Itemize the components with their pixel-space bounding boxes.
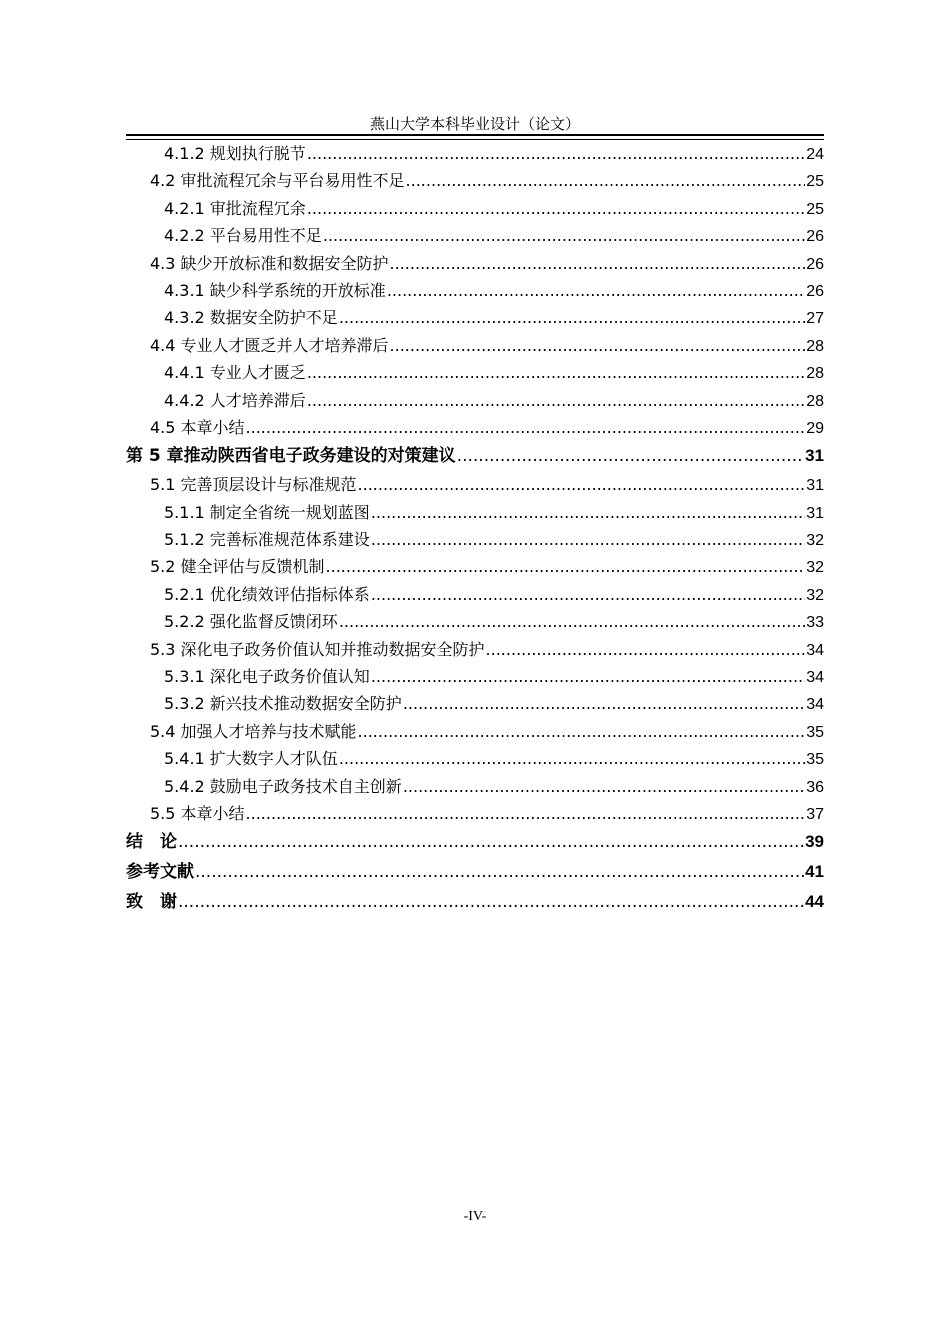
toc-entry-page: 35 [806, 751, 824, 769]
toc-dot-leader [339, 745, 805, 772]
toc-entry-title: 结 论 [126, 832, 177, 853]
toc-dot-leader [323, 222, 805, 249]
toc-dot-leader [195, 857, 804, 887]
toc-dot-leader [457, 441, 804, 471]
toc-entry-page: 28 [806, 337, 824, 355]
toc-entry-page: 32 [806, 559, 824, 577]
toc-entry[interactable] [126, 499, 824, 526]
toc-entry[interactable] [126, 773, 824, 800]
toc-entry-title: 5.3.2 新兴技术推动数据安全防护 [164, 694, 402, 714]
toc-entry[interactable] [126, 745, 824, 772]
toc-entry-page: 34 [806, 641, 824, 659]
toc-entry-page: 37 [806, 805, 824, 823]
toc-entry-title: 5.3 深化电子政务价值认知并推动数据安全防护 [150, 639, 485, 659]
toc-dot-leader [326, 553, 806, 580]
toc-entry-title: 5.4.1 扩大数字人才队伍 [164, 749, 338, 769]
toc-dot-leader [339, 304, 805, 331]
toc-entry-page: 28 [806, 392, 824, 410]
toc-entry-page: 39 [805, 832, 824, 852]
toc-entry-page: 26 [806, 255, 824, 273]
toc-dot-leader [178, 887, 804, 917]
toc-entry-page: 44 [805, 892, 824, 912]
toc-dot-leader [246, 800, 806, 827]
toc-dot-leader [403, 690, 805, 717]
toc-dot-leader [358, 471, 806, 498]
toc-entry-page: 25 [806, 173, 824, 191]
toc-entry-title: 5.4 加强人才培养与技术赋能 [150, 721, 357, 741]
toc-entry-page: 33 [806, 614, 824, 632]
toc-entry-page: 34 [806, 696, 824, 714]
toc-entry-page: 31 [806, 504, 824, 522]
toc-dot-leader [403, 773, 805, 800]
toc-entry[interactable] [126, 441, 824, 471]
toc-dot-leader [486, 636, 806, 663]
toc-entry-title: 5.2.2 强化监督反馈闭环 [164, 612, 338, 632]
toc-entry-page: 31 [806, 477, 824, 495]
toc-dot-leader [371, 581, 805, 608]
toc-dot-leader [307, 359, 805, 386]
toc-entry[interactable] [126, 222, 824, 249]
toc-entry[interactable] [126, 250, 824, 277]
toc-entry-title: 4.2.1 审批流程冗余 [164, 198, 306, 218]
toc-entry-page: 34 [806, 669, 824, 687]
toc-entry[interactable] [126, 359, 824, 386]
table-of-contents [126, 140, 824, 917]
toc-dot-leader [358, 718, 806, 745]
header-thick-rule [126, 134, 824, 136]
toc-dot-leader [406, 167, 806, 194]
toc-entry[interactable] [126, 827, 824, 857]
toc-entry-title: 4.3 缺少开放标准和数据安全防护 [150, 253, 389, 273]
toc-entry-title: 4.4.2 人才培养滞后 [164, 390, 306, 410]
toc-entry-page: 32 [806, 532, 824, 550]
toc-entry-page: 27 [806, 310, 824, 328]
toc-entry[interactable] [126, 581, 824, 608]
toc-entry-title: 4.2.2 平台易用性不足 [164, 226, 322, 246]
toc-entry-title: 5.5 本章小结 [150, 803, 245, 823]
toc-dot-leader [339, 608, 805, 635]
toc-entry-page: 28 [806, 365, 824, 383]
toc-entry-title: 参考文献 [126, 862, 194, 883]
toc-entry-page: 32 [806, 586, 824, 604]
toc-dot-leader [390, 332, 806, 359]
toc-entry-page: 35 [806, 723, 824, 741]
toc-dot-leader [371, 526, 805, 553]
toc-entry[interactable] [126, 277, 824, 304]
toc-entry[interactable] [126, 690, 824, 717]
toc-entry[interactable] [126, 304, 824, 331]
toc-entry-page: 31 [805, 446, 824, 466]
toc-entry[interactable] [126, 195, 824, 222]
toc-entry[interactable] [126, 553, 824, 580]
toc-entry[interactable] [126, 608, 824, 635]
toc-entry[interactable] [126, 332, 824, 359]
toc-entry[interactable] [126, 718, 824, 745]
toc-entry-title: 4.5 本章小结 [150, 417, 245, 437]
running-header-title: 燕山大学本科毕业设计（论文） [369, 115, 580, 133]
toc-entry[interactable] [126, 663, 824, 690]
toc-entry-title: 5.2.1 优化绩效评估指标体系 [164, 584, 370, 604]
toc-entry-title: 5.4.2 鼓励电子政务技术自主创新 [164, 776, 402, 796]
toc-dot-leader [307, 387, 805, 414]
toc-entry-title: 5.2 健全评估与反馈机制 [150, 557, 325, 577]
toc-entry[interactable] [126, 857, 824, 887]
toc-entry-title: 第 5 章推动陕西省电子政务建设的对策建议 [126, 446, 456, 467]
toc-entry[interactable] [126, 414, 824, 441]
toc-entry-title: 5.1.2 完善标准规范体系建设 [164, 530, 370, 550]
toc-entry-title: 5.3.1 深化电子政务价值认知 [164, 667, 370, 687]
toc-entry-page: 26 [806, 228, 824, 246]
toc-dot-leader [371, 499, 805, 526]
toc-entry[interactable] [126, 167, 824, 194]
toc-entry-title: 4.3.2 数据安全防护不足 [164, 308, 338, 328]
toc-dot-leader [387, 277, 805, 304]
toc-dot-leader [246, 414, 806, 441]
toc-entry-page: 25 [806, 200, 824, 218]
page-number: -IV- [463, 1209, 487, 1224]
toc-entry-page: 41 [805, 862, 824, 882]
toc-entry[interactable] [126, 140, 824, 167]
toc-dot-leader [307, 195, 805, 222]
toc-entry[interactable] [126, 800, 824, 827]
toc-entry-title: 5.1.1 制定全省统一规划蓝图 [164, 502, 370, 522]
toc-entry[interactable] [126, 387, 824, 414]
toc-entry[interactable] [126, 636, 824, 663]
toc-entry-title: 4.4.1 专业人才匮乏 [164, 363, 306, 383]
toc-entry-page: 26 [806, 282, 824, 300]
toc-entry[interactable] [126, 526, 824, 553]
toc-dot-leader [371, 663, 805, 690]
toc-entry-title: 4.4 专业人才匮乏并人才培养滞后 [150, 335, 389, 355]
toc-dot-leader [307, 140, 805, 167]
toc-entry[interactable] [126, 887, 824, 917]
toc-entry-title: 5.1 完善顶层设计与标准规范 [150, 475, 357, 495]
toc-entry[interactable] [126, 471, 824, 498]
toc-entry-page: 29 [806, 419, 824, 437]
toc-entry-title: 4.3.1 缺少科学系统的开放标准 [164, 280, 386, 300]
toc-entry-title: 致 谢 [126, 892, 177, 913]
toc-entry-title: 4.2 审批流程冗余与平台易用性不足 [150, 171, 405, 191]
toc-dot-leader [390, 250, 806, 277]
toc-entry-page: 24 [806, 146, 824, 163]
toc-dot-leader [178, 827, 804, 857]
toc-entry-page: 36 [806, 778, 824, 796]
toc-entry-title: 4.1.2 规划执行脱节 [164, 144, 306, 163]
